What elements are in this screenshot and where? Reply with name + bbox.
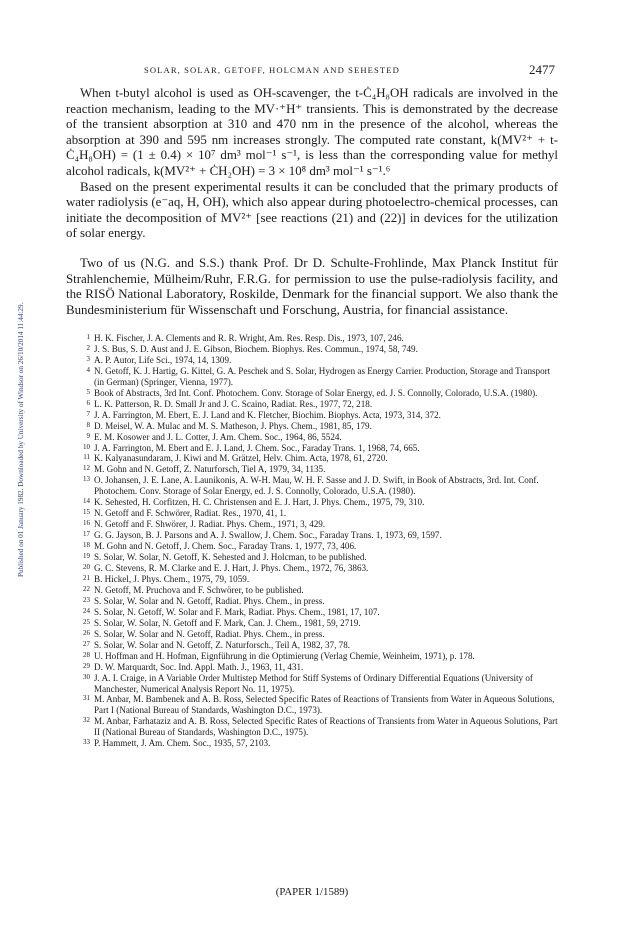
- reference-number: 3: [86, 354, 90, 363]
- reference-item: [78, 421, 560, 432]
- reference-item: [78, 453, 560, 464]
- reference-item: [78, 574, 560, 585]
- publication-download-note: [9, 155, 25, 585]
- reference-number: 27: [83, 639, 90, 648]
- reference-number: 17: [83, 530, 90, 539]
- reference-text: J. S. Bus, S. D. Aust and J. E. Gibson, Biochem. Biophys. Res. Commun., 1974, 58, 749.: [94, 343, 418, 354]
- side-note-text: Published on 01 January 1982. Downloaded by University of Windsor on 26/10/2014 11:44:29.: [17, 302, 25, 577]
- reference-item: [78, 716, 560, 738]
- reference-text: B. Hickel, J. Phys. Chem., 1975, 79, 1059.: [94, 573, 250, 584]
- reference-text: S. Solar, W. Solar and N. Getoff, Radiat. Phys. Chem., in press.: [94, 595, 325, 606]
- reference-number: 9: [86, 431, 90, 440]
- reference-number: 15: [83, 508, 90, 517]
- reference-text: K. Sehested, H. Corfitzen, H. C. Christensen and E. J. Hart, J. Phys. Chem., 1975, 79, 310.: [94, 497, 425, 508]
- reference-number: 26: [83, 628, 90, 637]
- reference-number: 29: [83, 661, 90, 670]
- reference-item: [78, 629, 560, 640]
- reference-item: [78, 530, 560, 541]
- reference-number: 14: [83, 497, 90, 506]
- reference-item: [78, 344, 560, 355]
- reference-text: S. Solar, W. Solar and N. Getoff, Radiat. Phys. Chem., in press.: [94, 628, 325, 639]
- reference-number: 23: [83, 595, 90, 604]
- reference-list: [78, 333, 560, 749]
- reference-text: S. Solar, W. Solar, N. Getoff, K. Sehested and J. Holcman, to be published.: [94, 552, 367, 563]
- reference-item: [78, 366, 560, 388]
- reference-item: [78, 388, 560, 399]
- reference-number: 16: [83, 519, 90, 528]
- reference-text: N. Getoff, K. J. Hartig, G. Kittel, G. A. Peschek and S. Solar, Hydrogen as Energy Carrier. Production, Storage and Transport (in German) (Springer, Vienna, 1977).: [94, 365, 551, 387]
- paper-number: (PAPER 1/1589): [275, 886, 349, 898]
- reference-number: 24: [83, 606, 90, 615]
- reference-item: [78, 607, 560, 618]
- reference-text: L. K. Patterson, R. D. Small Jr and J. C. Scaino, Radiat. Res., 1977, 72, 218.: [94, 398, 373, 409]
- reference-number: 25: [83, 617, 90, 626]
- reference-item: [78, 552, 560, 563]
- reference-text: J. A. I. Craige, in A Variable Order Multistep Method for Stiff Systems of Ordinary Differential Equations (University of Manchester, Numerical Analysis Report No. 11, 1975).: [94, 672, 533, 694]
- reference-number: 1: [86, 333, 90, 341]
- reference-text: N. Getoff and F. Schwörer, Radiat. Res., 1970, 41, 1.: [94, 508, 287, 519]
- reference-number: 19: [83, 552, 90, 561]
- reference-item: [78, 355, 560, 366]
- reference-item: [78, 596, 560, 607]
- reference-number: 4: [86, 365, 90, 374]
- reference-text: Book of Abstracts, 3rd Int. Conf. Photochem. Conv. Storage of Solar Energy, ed. J. S. Connolly, Colorado, U.S.A. (1980).: [94, 387, 538, 398]
- paragraph-conclusion: Based on the present experimental results it can be concluded that the primary products of water radiolysis (e⁻aq, H, OH), which also appear during photoelectro-chemical processes, can initiate the decomposition of MV²⁺ [see reactions (21) and (22)] in devices for the utilization of solar energy.: [66, 179, 558, 241]
- body-text: [66, 86, 558, 318]
- reference-text: G. C. Stevens, R. M. Clarke and E. J. Hart, J. Phys. Chem., 1972, 76, 3863.: [94, 563, 369, 574]
- reference-number: 8: [86, 420, 90, 429]
- reference-item: [78, 464, 560, 475]
- reference-item: [78, 475, 560, 497]
- reference-text: D. Meisel, W. A. Mulac and M. S. Matheson, J. Phys. Chem., 1981, 85, 179.: [94, 420, 372, 431]
- paragraph-results: When t-butyl alcohol is used as OH-scavenger, the t-Ċ₄H₈OH radicals are involved in the reaction mechanism, leading to the MV·⁺H⁺ transients. This is demonstrated by the decrease of the transient absorption at 310 and 470 nm in the presence of the alcohol, whereas the absorption at 390 and 595 nm increases strongly. The computed rate constant, k(MV²⁺ + t-Ċ₄H₈OH) = (1 ± 0.4) × 10⁷ dm³ mol⁻¹ s⁻¹, is less than the corresponding value for methyl alcohol radicals, k(MV²⁺ + ĊH₂OH) = 3 × 10⁸ dm³ mol⁻¹ s⁻¹.⁶: [66, 86, 558, 178]
- reference-text: S. Solar, W. Solar and N. Getoff, Z. Naturforsch., Teil A, 1982, 37, 78.: [94, 639, 351, 650]
- reference-item: [78, 497, 560, 508]
- reference-item: [78, 432, 560, 443]
- reference-item: [78, 443, 560, 454]
- reference-item: [78, 399, 560, 410]
- reference-text: J. A. Farrington, M. Ebert and E. J. Land, J. Chem. Soc., Faraday Trans. 1, 1968, 74, 665.: [94, 442, 420, 453]
- reference-item: [78, 585, 560, 596]
- reference-number: 20: [83, 563, 90, 572]
- reference-item: [78, 640, 560, 651]
- reference-text: N. Getoff, M. Pruchova and F. Schwörer, to be published.: [94, 584, 304, 595]
- reference-text: K. Kalyanasundaram, J. Kiwi and M. Grätzel, Helv. Chim. Acta, 1978, 61, 2720.: [94, 453, 388, 464]
- reference-item: [78, 410, 560, 421]
- reference-number: 7: [86, 409, 90, 418]
- reference-number: 31: [83, 694, 90, 703]
- reference-text: N. Getoff and F. Shwörer, J. Radiat. Phys. Chem., 1971, 3, 429.: [94, 519, 326, 530]
- reference-item: [78, 738, 560, 749]
- reference-item: [78, 508, 560, 519]
- reference-text: S. Solar, W. Solar, N. Getoff and F. Mark, Can. J. Chem., 1981, 59, 2719.: [94, 617, 361, 628]
- reference-text: O. Johansen, J. E. Lane, A. Launikonis, A. W-H. Mau, W. H. F. Sasse and J. D. Swift, in Book of Abstracts, 3rd. Int. Conf. Photochem. Conv. Storage of Solar Energy, ed. J. S. Connolly, Colorado, U.S.A. (1980).: [94, 475, 539, 497]
- page-number: 2477: [529, 62, 555, 77]
- reference-number: 21: [83, 573, 90, 582]
- reference-number: 13: [83, 475, 90, 484]
- reference-number: 11: [83, 453, 90, 462]
- reference-item: [78, 519, 560, 530]
- reference-number: 5: [86, 387, 90, 396]
- reference-text: M. Gohn and N. Getoff, J. Chem. Soc., Faraday Trans. 1, 1977, 73, 406.: [94, 541, 357, 552]
- running-title: SOLAR, SOLAR, GETOFF, HOLCMAN AND SEHESTED: [144, 65, 400, 75]
- reference-text: M. Gohn and N. Getoff, Z. Naturforsch, Tiel A, 1979, 34, 1135.: [94, 464, 326, 475]
- reference-number: 18: [83, 541, 90, 550]
- reference-number: 28: [83, 650, 90, 659]
- reference-item: [78, 563, 560, 574]
- reference-text: E. M. Kosower and J. L. Cotter, J. Am. Chem. Soc., 1964, 86, 5524.: [94, 431, 342, 442]
- reference-text: U. Hoffman and H. Hofman, Eignführung in die Optimierung (Verlag Chemie, Weinheim, 1971), p. 178.: [94, 650, 475, 661]
- reference-text: H. K. Fischer, J. A. Clements and R. R. Wright, Am. Res. Resp. Dis., 1973, 107, 246.: [94, 333, 404, 343]
- reference-text: A. P. Autor, Life Sci., 1974, 14, 1309.: [94, 354, 232, 365]
- reference-item: [78, 662, 560, 673]
- reference-item: [78, 618, 560, 629]
- reference-number: 22: [83, 584, 90, 593]
- reference-number: 6: [86, 398, 90, 407]
- paragraph-acknowledgements: Two of us (N.G. and S.S.) thank Prof. Dr D. Schulte-Frohlinde, Max Planck Institut für Strahlenchemie, Mülheim/Ruhr, F.R.G. for permission to use the pulse-radiolysis facility, and the RISÖ National Laboratory, Roskilde, Denmark for the financial support. We also thank the Bundesministerium für Wissenschaft und Forschung, Austria, for financial assistance.: [66, 255, 558, 317]
- reference-number: 2: [86, 343, 90, 352]
- reference-text: M. Anbar, Farhataziz and A. B. Ross, Selected Specific Rates of Reactions of Transients from Water in Aqueous Solutions, Part II (National Bureau of Standards, Washington D.C., 1975).: [94, 716, 558, 738]
- reference-text: P. Hammett, J. Am. Chem. Soc., 1935, 57, 2103.: [94, 738, 271, 749]
- reference-number: 12: [83, 464, 90, 473]
- reference-number: 33: [83, 738, 90, 747]
- reference-text: D. W. Marquardt, Soc. Ind. Appl. Math. J., 1963, 11, 431.: [94, 661, 304, 672]
- reference-number: 10: [83, 442, 90, 451]
- reference-item: [78, 333, 560, 344]
- reference-number: 32: [83, 716, 90, 725]
- reference-item: [78, 541, 560, 552]
- reference-item: [78, 694, 560, 716]
- reference-text: S. Solar, N. Getoff, W. Solar and F. Mark, Radiat. Phys. Chem., 1981, 17, 107.: [94, 606, 380, 617]
- reference-number: 30: [83, 672, 90, 681]
- reference-text: J. A. Farrington, M. Ebert, E. J. Land and K. Fletcher, Biochim. Biophys. Acta, 1973, 314, 372.: [94, 409, 441, 420]
- reference-item: [78, 673, 560, 695]
- reference-text: G. G. Jayson, B. J. Parsons and A. J. Swallow, J. Chem. Soc., Faraday Trans. 1, 1973, 69, 1597.: [94, 530, 442, 541]
- reference-text: M. Anbar, M. Bambenek and A. B. Ross, Selected Specific Rates of Reactions of Transients from Water in Aqueous Solutions, Part I (National Bureau of Standards, Washington D.C., 1973).: [94, 694, 555, 716]
- reference-item: [78, 651, 560, 662]
